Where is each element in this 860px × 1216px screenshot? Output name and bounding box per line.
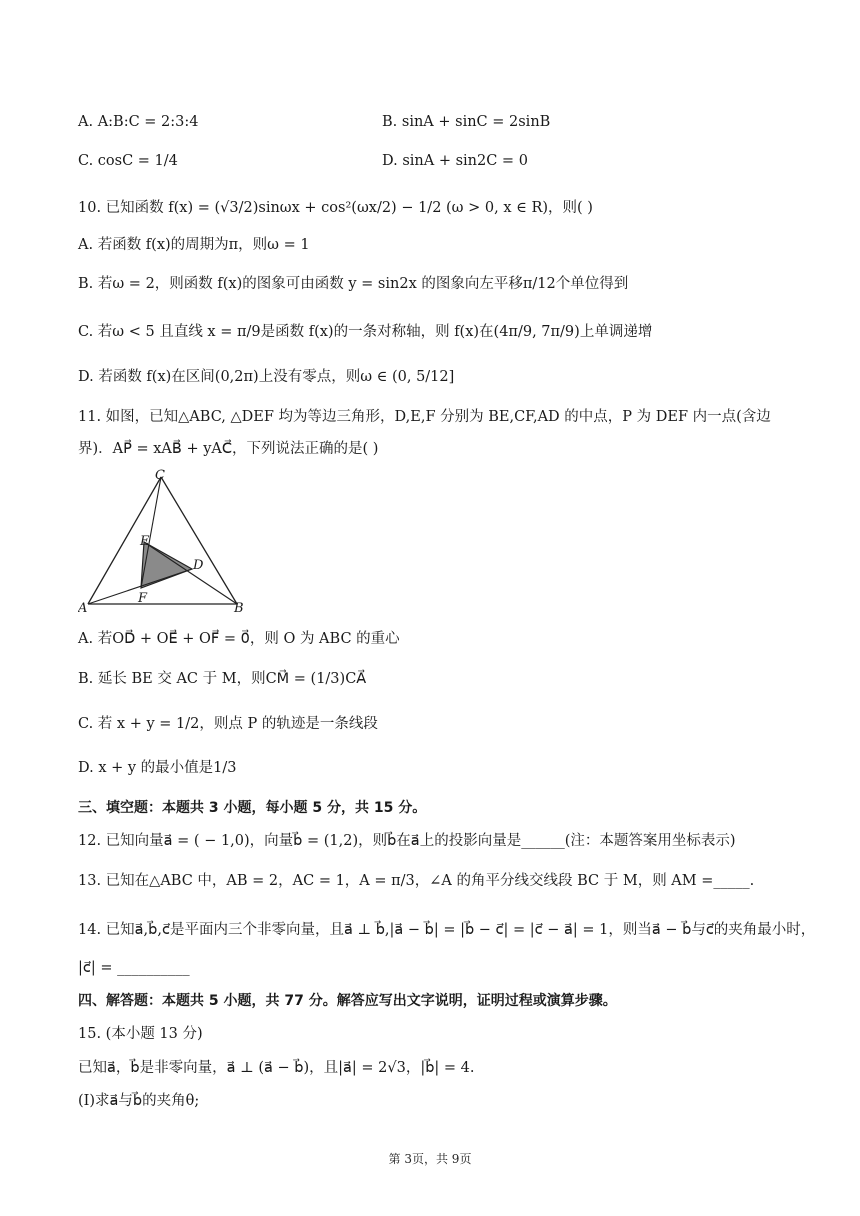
q15-title: 15. (本小题 13 分) [78,1026,203,1042]
q14-line1: 14. 已知a⃗,b⃗,c⃗是平面内三个非零向量，且a⃗ ⊥ b⃗,|a⃗ − b⃗| = |b⃗ − c⃗| = |c⃗ − a⃗| = 1，则当a⃗ − b⃗与c⃗的夹角最小时， [78,922,816,938]
label-c: C [155,468,165,483]
q11-option-c: C. 若 x + y = 1/2，则点 P 的轨迹是一条线段 [78,716,378,732]
q9-option-d: D. sinA + sin2C = 0 [382,153,528,169]
q15-part1: (Ⅰ)求a⃗与b⃗的夹角θ; [78,1093,200,1109]
section-4-heading: 四、解答题：本题共 5 小题，共 77 分。解答应写出文字说明，证明过程或演算步骤。 [78,993,617,1009]
label-f: F [138,591,148,606]
q11-option-a: A. 若OD⃗ + OE⃗ + OF⃗ = 0⃗，则 O 为 ABC 的重心 [78,631,400,647]
q9-option-b: B. sinA + sinC = 2sinB [382,114,551,130]
q11-stem-line1: 11. 如图，已知△ABC, △DEF 均为等边三角形，D,E,F 分别为 BE,CF,AD 的中点，P 为 DEF 内一点(含边 [78,409,771,425]
triangle-side-bc [161,477,237,604]
q10-stem: 10. 已知函数 f(x) = (√3/2)sinωx + cos²(ωx/2) − 1/2 (ω > 0, x ∈ R)，则( ) [78,200,593,216]
q10-option-d: D. 若函数 f(x)在区间(0,2π)上没有零点，则ω ∈ (0, 5/12] [78,369,455,385]
q14-line2: |c⃗| = __________ [78,960,190,976]
q10-option-c: C. 若ω < 5 且直线 x = π/9是函数 f(x)的一条对称轴，则 f(x)在(4π/9, 7π/9)上单调递增 [78,324,653,340]
q12: 12. 已知向量a⃗ = ( − 1,0)，向量b⃗ = (1,2)，则b⃗在a⃗上的投影向量是______(注：本题答案用坐标表示) [78,833,736,849]
label-e: E [140,534,150,549]
q9-option-c: C. cosC = 1/4 [78,153,178,169]
q15-given: 已知a⃗，b⃗是非零向量，a⃗ ⊥ (a⃗ − b⃗)，且|a⃗| = 2√3，|b⃗| = 4. [78,1060,475,1076]
label-a: A [78,601,88,616]
page-footer: 第 3页，共 9页 [388,1152,472,1166]
q11-option-b: B. 延长 BE 交 AC 于 M，则CM⃗ = (1/3)CA⃗ [78,671,367,687]
q11-figure [78,466,258,618]
label-d: D [193,558,204,573]
q10-option-a: A. 若函数 f(x)的周期为π，则ω = 1 [78,237,310,253]
label-b: B [234,601,244,616]
section-3-heading: 三、填空题：本题共 3 小题，每小题 5 分，共 15 分。 [78,800,427,816]
q13: 13. 已知在△ABC 中，AB = 2，AC = 1，A = π/3，∠A 的角平分线交线段 BC 于 M，则 AM =_____. [78,873,755,889]
q11-stem-line2: 界)．AP⃗ = xAB⃗ + yAC⃗，下列说法正确的是( ) [78,441,379,457]
q10-option-b: B. 若ω = 2，则函数 f(x)的图象可由函数 y = sin2x 的图象向左平移π/12个单位得到 [78,276,629,292]
q9-option-a: A. A:B:C = 2:3:4 [78,114,199,130]
q11-option-d: D. x + y 的最小值是1/3 [78,760,237,776]
